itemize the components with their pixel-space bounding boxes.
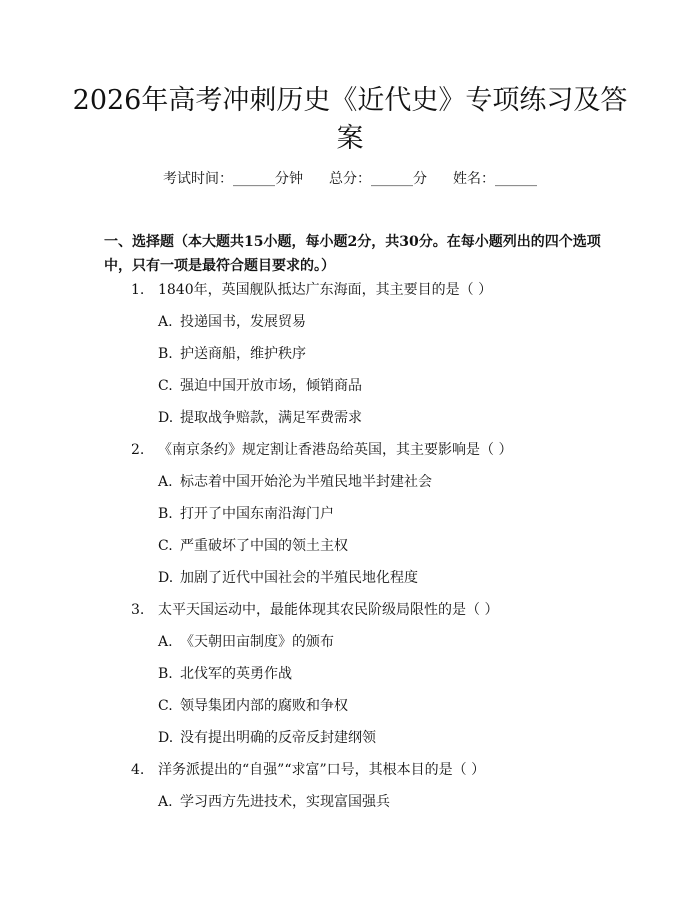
exam-time-field: 考试时间：______分钟 (163, 171, 303, 187)
total-score-field: 总分：______分 (329, 171, 427, 187)
option-a (158, 632, 334, 652)
option-c (158, 696, 348, 716)
option-d (158, 408, 362, 428)
option-letter: D. (158, 410, 174, 426)
option-letter: A. (158, 314, 173, 330)
option-a (158, 312, 306, 332)
section-heading: 一、选择题（本大题共15小题，每小题2分，共30分。在每小题列出的四个选项中，只有一项是最符合题目要求的。） (104, 234, 601, 274)
option-letter: B. (158, 666, 173, 682)
question-number: 4. (131, 762, 145, 778)
question-text: 洋务派提出的“自强”“求富”口号，其根本目的是（ ） (158, 762, 486, 778)
option-text: 领导集团内部的腐败和争权 (180, 698, 348, 714)
option-c (158, 376, 362, 396)
option-d (158, 568, 418, 588)
option-d (158, 728, 376, 748)
question-4 (131, 760, 485, 780)
option-text: 标志着中国开始沦为半殖民地半封建社会 (180, 474, 432, 490)
option-text: 没有提出明确的反帝反封建纲领 (180, 730, 376, 746)
option-letter: C. (158, 698, 173, 714)
option-text: 提取战争赔款，满足军费需求 (180, 410, 362, 426)
page-title: 2026年高考冲刺历史《近代史》专项练习及答案 (72, 85, 628, 154)
question-3 (131, 600, 498, 620)
option-letter: A. (158, 794, 173, 810)
option-text: 投递国书，发展贸易 (180, 314, 306, 330)
name-field: 姓名：______ (453, 171, 537, 187)
option-text: 强迫中国开放市场，倾销商品 (180, 378, 362, 394)
question-text: 《南京条约》规定割让香港岛给英国，其主要影响是（ ） (158, 442, 513, 458)
option-text: 严重破坏了中国的领土主权 (180, 538, 348, 554)
option-b (158, 504, 334, 524)
exam-meta (0, 168, 700, 188)
question-text: 1840年，英国舰队抵达广东海面，其主要目的是（ ） (158, 282, 493, 298)
option-letter: B. (158, 346, 173, 362)
option-letter: C. (158, 538, 173, 554)
option-c (158, 536, 348, 556)
option-text: 打开了中国东南沿海门户 (180, 506, 334, 522)
option-letter: A. (158, 474, 173, 490)
option-letter: B. (158, 506, 173, 522)
option-text: 护送商船，维护秩序 (180, 346, 306, 362)
option-text: 学习西方先进技术，实现富国强兵 (180, 794, 390, 810)
question-1 (131, 280, 492, 300)
option-b (158, 344, 306, 364)
option-text: 加剧了近代中国社会的半殖民地化程度 (180, 570, 418, 586)
question-number: 3. (131, 602, 145, 618)
option-a (158, 472, 432, 492)
option-a (158, 792, 390, 812)
question-text: 太平天国运动中，最能体现其农民阶级局限性的是（ ） (158, 602, 499, 618)
option-text: 《天朝田亩制度》的颁布 (180, 634, 334, 650)
option-text: 北伐军的英勇作战 (180, 666, 292, 682)
option-letter: C. (158, 378, 173, 394)
option-letter: D. (158, 570, 174, 586)
question-number: 1. (131, 282, 145, 298)
option-letter: A. (158, 634, 173, 650)
question-2 (131, 440, 512, 460)
question-number: 2. (131, 442, 145, 458)
option-b (158, 664, 292, 684)
option-letter: D. (158, 730, 174, 746)
